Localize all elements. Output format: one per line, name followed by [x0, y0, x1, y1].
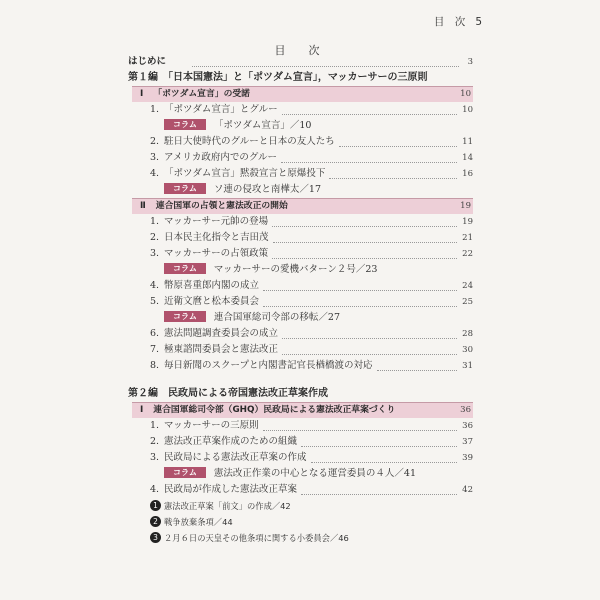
- entry-title: 極東諮問委員会と憲法改正: [164, 344, 279, 355]
- running-head: [434, 14, 482, 29]
- column-badge: コラム: [164, 183, 206, 194]
- entry-page: 16: [462, 169, 473, 179]
- entry-page: 31: [462, 361, 473, 371]
- dot-leader: [311, 446, 457, 463]
- subsection-title: 憲法改正草案「前文」の作成／42: [164, 501, 291, 511]
- running-head-page: 5: [475, 16, 482, 28]
- entry-label: [150, 278, 259, 294]
- entry-title: 「ポツダム宣言」黙殺宣言と原爆投下: [164, 168, 326, 179]
- entry-title: 民政局による憲法改正草案の作成: [164, 452, 307, 463]
- column-badge: コラム: [164, 311, 206, 322]
- column-title: 連合国軍総司令部の移転／27: [213, 312, 341, 323]
- dot-leader: [282, 98, 457, 115]
- part-heading: [128, 386, 473, 402]
- entry-title: 民政局が作成した憲法改正草案: [164, 484, 298, 495]
- entry-number: 1.: [150, 216, 160, 227]
- entry-number: 4.: [150, 168, 160, 179]
- column-badge: コラム: [164, 467, 206, 478]
- section-page: 19: [460, 201, 471, 211]
- column-title: 「ポツダム宣言」／10: [213, 120, 312, 131]
- section-number: Ⅰ: [140, 89, 144, 99]
- entry-number: 4.: [150, 484, 160, 495]
- section-number: Ⅱ: [140, 201, 146, 211]
- dot-leader: [263, 274, 457, 291]
- entry-page: 11: [462, 137, 473, 147]
- dot-leader: [272, 242, 457, 259]
- entry-page: 25: [462, 297, 473, 307]
- entry-label: [150, 246, 268, 262]
- subsection-entry[interactable]: [128, 530, 473, 546]
- entry-label: [150, 150, 277, 166]
- toc-entry[interactable]: [128, 102, 473, 118]
- entry-title: 駐日大使時代のグルーと日本の友人たち: [164, 136, 335, 147]
- dot-leader: [301, 430, 457, 447]
- entry-page: 30: [462, 345, 473, 355]
- toc-entry[interactable]: [128, 450, 473, 466]
- entry-label: [150, 294, 259, 310]
- column-label: [164, 118, 311, 134]
- column-entry[interactable]: [128, 182, 473, 198]
- entry-label: [150, 450, 307, 466]
- entry-page: 37: [462, 437, 473, 447]
- dot-leader: [273, 226, 457, 243]
- section-label: [140, 199, 288, 214]
- circled-number-icon: 1: [150, 500, 161, 511]
- entry-number: 5.: [150, 296, 160, 307]
- column-badge: コラム: [164, 263, 206, 274]
- entry-label: [150, 102, 278, 118]
- subsection-label: [150, 514, 233, 530]
- column-title: 憲法改正作業の中心となる運営委員の４人／41: [213, 468, 417, 479]
- dot-leader: [281, 146, 457, 163]
- entry-number: 6.: [150, 328, 160, 339]
- entry-page: 10: [462, 105, 473, 115]
- section-number: Ⅰ: [140, 405, 144, 415]
- dot-leader: [282, 322, 457, 339]
- entry-title: 憲法改正草案作成のための組織: [164, 436, 298, 447]
- entry-title: 幣原喜重郎内閣の成立: [164, 280, 260, 291]
- entry-title: 近衛文麿と松本委員会: [164, 296, 260, 307]
- toc-entry[interactable]: [128, 166, 473, 182]
- dot-leader: [301, 478, 457, 495]
- entry-page: 14: [462, 153, 473, 163]
- section-title: 連合国軍の占領と憲法改正の開始: [155, 201, 288, 211]
- part-title: 第１編 「日本国憲法」と「ポツダム宣言」，マッカーサーの三原則: [128, 72, 428, 83]
- dot-leader: [263, 414, 457, 431]
- section-title: 連合国軍総司令部（GHQ）民政局による憲法改正草案づくり: [153, 405, 396, 415]
- entry-label: [150, 214, 268, 230]
- running-head-label: 目 次: [433, 16, 466, 28]
- entry-label: はじめに: [128, 56, 167, 67]
- toc-title: 目 次: [274, 44, 326, 57]
- subsection-title: ２月６日の天皇その他条項に関する小委員会／46: [164, 533, 349, 543]
- subsection-title: 戦争放棄条項／44: [164, 517, 233, 527]
- entry-number: 2.: [150, 232, 160, 243]
- entry-title: アメリカ政府内でのグルー: [164, 152, 278, 163]
- subsection-entry[interactable]: [128, 498, 473, 514]
- section-title: 「ポツダム宣言」の受諾: [153, 89, 250, 99]
- entry-number: 3.: [150, 152, 160, 163]
- dot-leader: [263, 290, 457, 307]
- entry-title: 憲法問題調査委員会の成立: [164, 328, 279, 339]
- entry-label: [150, 166, 325, 182]
- entry-page: 36: [462, 421, 473, 431]
- entry-label: [150, 418, 259, 434]
- toc-entry-intro[interactable]: [128, 54, 473, 70]
- dot-leader: [377, 354, 457, 371]
- entry-page: 21: [462, 233, 473, 243]
- entry-number: 1.: [150, 420, 160, 431]
- entry-number: 3.: [150, 452, 160, 463]
- entry-number: 7.: [150, 344, 160, 355]
- column-title: マッカーサーの愛機バターン２号／23: [213, 264, 378, 275]
- entry-title: 毎日新聞のスクープと内閣書記官長楢橋渡の対応: [164, 360, 373, 371]
- entry-number: 2.: [150, 136, 160, 147]
- table-of-contents: [128, 54, 473, 546]
- column-label: [164, 182, 321, 198]
- part-title: 第２編 民政局による帝国憲法改正草案作成: [128, 388, 328, 399]
- dot-leader: [329, 162, 457, 179]
- column-badge: コラム: [164, 119, 206, 130]
- column-title: ソ連の侵攻と南樺太／17: [213, 184, 322, 195]
- section-page: 10: [460, 89, 471, 99]
- entry-page: 28: [462, 329, 473, 339]
- entry-number: 1.: [150, 104, 160, 115]
- subsection-label: [150, 530, 349, 546]
- circled-number-icon: 3: [150, 532, 161, 543]
- entry-page: 3: [467, 57, 473, 67]
- entry-page: 19: [462, 217, 473, 227]
- entry-page: 39: [462, 453, 473, 463]
- entry-label: [150, 342, 278, 358]
- entry-page: 24: [462, 281, 473, 291]
- entry-label: [150, 358, 373, 374]
- part-heading: [128, 70, 473, 86]
- toc-entry[interactable]: [128, 294, 473, 310]
- subsection-entry[interactable]: [128, 514, 473, 530]
- toc-entry[interactable]: [128, 246, 473, 262]
- subsection-label: [150, 498, 291, 514]
- entry-label: [150, 230, 269, 246]
- toc-entry[interactable]: [128, 358, 473, 374]
- entry-label: [150, 326, 278, 342]
- entry-title: 日本民主化指令と吉田茂: [164, 232, 269, 243]
- dot-leader: [192, 50, 459, 67]
- circled-number-icon: 2: [150, 516, 161, 527]
- entry-title: マッカーサー元帥の登場: [164, 216, 269, 227]
- entry-title: 「ポツダム宣言」とグルー: [164, 104, 278, 115]
- section-page: 36: [460, 405, 471, 415]
- entry-number: 4.: [150, 280, 160, 291]
- entry-title: マッカーサーの三原則: [164, 420, 259, 431]
- dot-leader: [339, 130, 457, 147]
- section-label: [140, 87, 250, 102]
- entry-page: 22: [462, 249, 473, 259]
- entry-number: 3.: [150, 248, 160, 259]
- toc-entry[interactable]: [128, 482, 473, 498]
- entry-number: 2.: [150, 436, 160, 447]
- entry-number: 8.: [150, 360, 160, 371]
- dot-leader: [272, 210, 457, 227]
- entry-label: [150, 434, 297, 450]
- dot-leader: [282, 338, 457, 355]
- entry-page: 42: [462, 485, 473, 495]
- entry-label: [150, 482, 297, 498]
- entry-title: マッカーサーの占領政策: [164, 248, 269, 259]
